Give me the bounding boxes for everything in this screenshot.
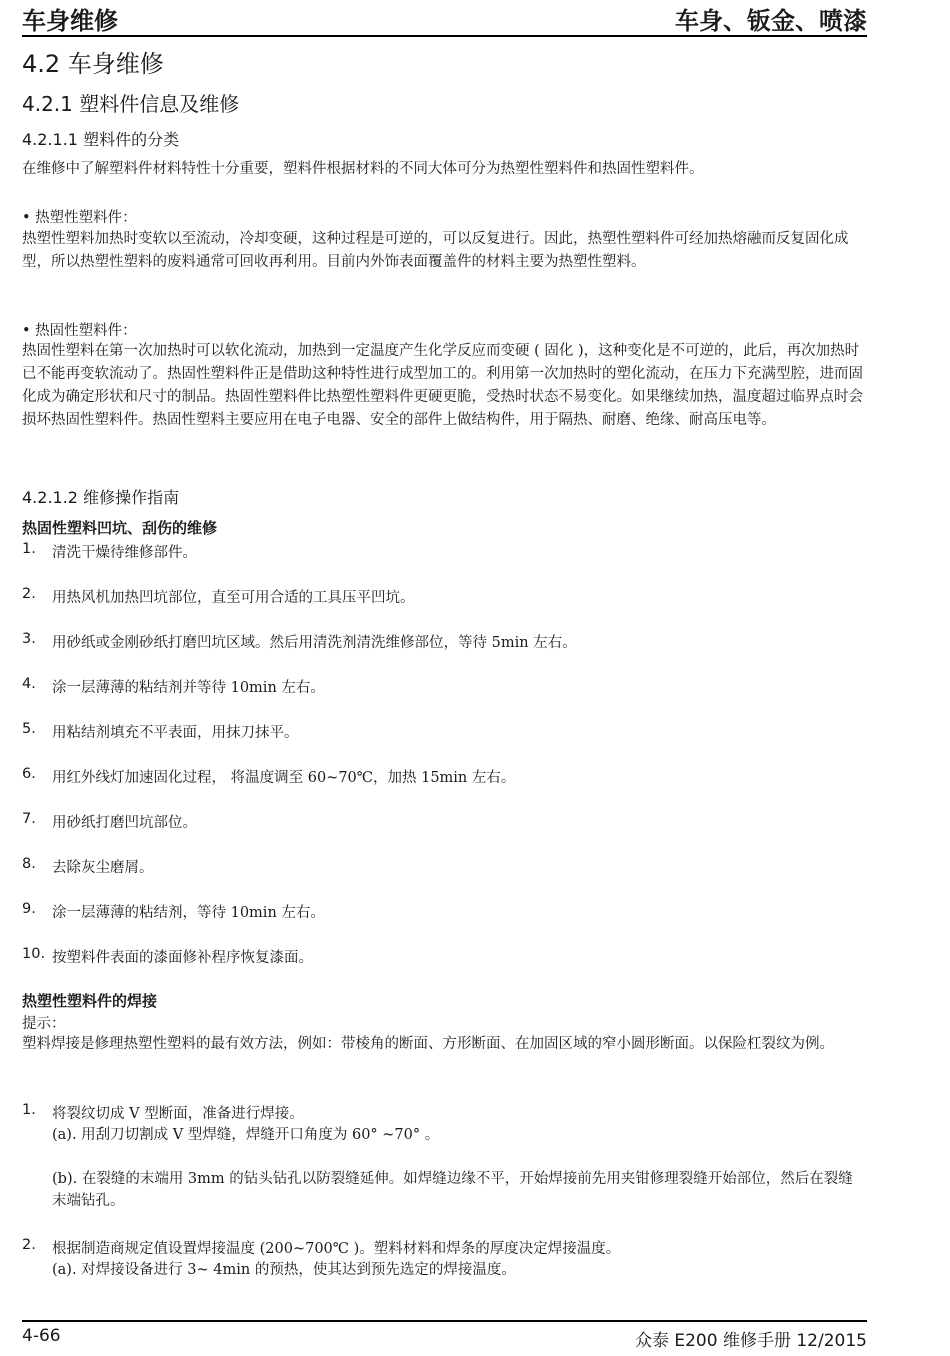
step-number: 2.	[22, 586, 36, 602]
header-section-title: 车身、钣金、喷漆	[675, 7, 867, 35]
step-text: 根据制造商规定值设置焊接温度 (200~700℃ )。塑料材料和焊条的厚度决定焊接温度。	[52, 1241, 621, 1257]
step-text: 按塑料件表面的漆面修补程序恢复漆面。	[52, 950, 313, 966]
step-text: 用粘结剂填充不平表面，用抹刀抹平。	[52, 725, 299, 741]
page-header	[22, 0, 867, 36]
thermoset-bullet: • 热固性塑料件：	[22, 323, 137, 339]
step-text: 用砂纸打磨凹坑部位。	[52, 815, 197, 831]
tip-paragraph: 塑料焊接是修理热塑性塑料的最有效方法，例如：带棱角的断面、方形断面、在加固区域的窄小圆形断面。以保险杠裂纹为例。	[22, 1036, 834, 1052]
step-number: 9.	[22, 901, 36, 917]
step-number: 4.	[22, 676, 36, 692]
tip-label: 提示：	[22, 1016, 66, 1032]
step-text: 用红外线灯加速固化过程， 将温度调至 60~70℃，加热 15min 左右。	[52, 770, 516, 786]
step-number: 2.	[22, 1237, 36, 1253]
manual-title: 众泰 E200 维修手册 12/2015	[634, 1331, 867, 1351]
step-number: 5.	[22, 721, 36, 737]
welding-step-1-b	[52, 1168, 867, 1212]
step-number: 6.	[22, 766, 36, 782]
step-text: 去除灰尘磨屑。	[52, 860, 154, 876]
step-text: 用热风机加热凹坑部位，直至可用合适的工具压平凹坑。	[52, 590, 415, 606]
manual-page	[22, 0, 867, 1356]
thermoplastic-paragraph: 热塑性塑料加热时变软以至流动，冷却变硬，这种过程是可逆的，可以反复进行。因此，热塑性塑料件可经加热熔融而反复固化成型，所以热塑性塑料的废料通常可回收再利用。目前内外饰表面覆盖件的材料主要为热塑性塑料。	[22, 231, 849, 270]
intro-paragraph: 在维修中了解塑料件材料特性十分重要，塑料件根据材料的不同大体可分为热塑性塑料件和热固性塑料件。	[22, 161, 704, 177]
section-heading-4-2-1-1: 4.2.1.1 塑料件的分类	[22, 130, 180, 149]
substep-text: (b). 在裂缝的末端用 3mm 的钻头钻孔以防裂缝延伸。如焊缝边缘不平，开始焊接前先用夹钳修理裂缝开始部位，然后在裂缝末端钻孔。	[52, 1171, 853, 1209]
section-heading-4-2-1: 4.2.1 塑料件信息及维修	[22, 92, 240, 116]
section-heading-4-2-1-2: 4.2.1.2 维修操作指南	[22, 488, 180, 507]
thermoplastic-bullet: • 热塑性塑料件：	[22, 210, 137, 226]
step-number: 7.	[22, 811, 36, 827]
page-number: 4-66	[22, 1326, 61, 1346]
step-number: 1.	[22, 1102, 36, 1118]
step-number: 1.	[22, 541, 36, 557]
dent-repair-heading: 热固性塑料凹坑、刮伤的维修	[22, 519, 218, 537]
welding-step-2-a: (a). 对焊接设备进行 3~ 4min 的预热，使其达到预先选定的焊接温度。	[52, 1262, 516, 1278]
step-text: 清洗干燥待维修部件。	[52, 545, 197, 561]
welding-step-1-a: (a). 用刮刀切割成 V 型焊缝，焊缝开口角度为 60° ~70° 。	[52, 1127, 440, 1143]
header-chapter-title: 车身维修	[22, 7, 118, 35]
step-text: 用砂纸或金刚砂纸打磨凹坑区域。然后用清洗剂清洗维修部位，等待 5min 左右。	[52, 635, 577, 651]
footer-rule	[22, 1320, 867, 1322]
step-number: 3.	[22, 631, 36, 647]
step-number: 10.	[22, 946, 46, 962]
step-text: 将裂纹切成 V 型断面，准备进行焊接。	[52, 1106, 304, 1122]
step-text: 涂一层薄薄的粘结剂并等待 10min 左右。	[52, 680, 325, 696]
thermoset-paragraph: 热固性塑料在第一次加热时可以软化流动，加热到一定温度产生化学反应而变硬 ( 固化 )，这种变化是不可逆的，此后，再次加热时已不能再变软流动了。热固性塑料件正是借助这种特性进行成型加工的。利用第一次加热时的塑化流动，在压力下充满型腔，进而固化成为确定形状和尺寸的制品。热固性塑料件比热塑性塑料件更硬更脆，受热时状态不易变化。如果继续加热，温度超过临界点时会损坏热固性塑料件。热固性塑料主要应用在电子电器、安全的部件上做结构件，用于隔热、耐磨、绝缘、耐高压电等。	[22, 343, 863, 428]
step-text: 涂一层薄薄的粘结剂，等待 10min 左右。	[52, 905, 325, 921]
header-rule	[22, 35, 867, 37]
welding-heading: 热塑性塑料件的焊接	[22, 992, 158, 1010]
section-heading-4-2: 4.2 车身维修	[22, 50, 164, 78]
step-number: 8.	[22, 856, 36, 872]
